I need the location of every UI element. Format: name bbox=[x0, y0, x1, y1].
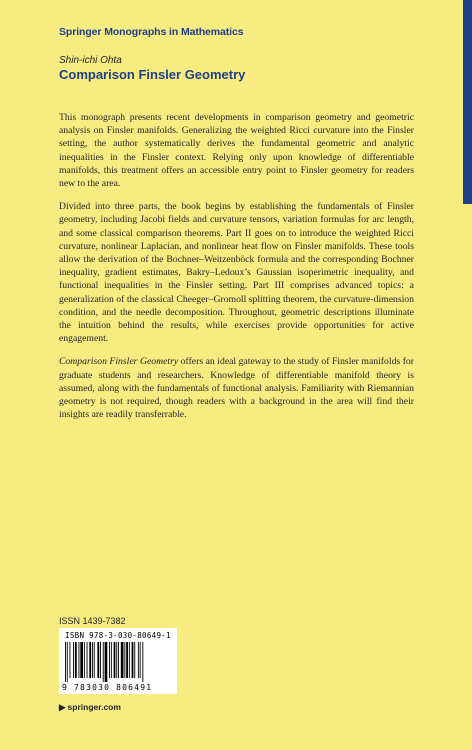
blurb-paragraph-3 bbox=[59, 355, 414, 421]
book-title: Comparison Finsler Geometry bbox=[59, 67, 246, 82]
barcode-box bbox=[59, 628, 177, 694]
blurb-paragraph-3-text: offers an ideal gateway to the study of Finsler manifolds for graduate students and researchers. Knowledge of differentiable manifold theory is assumed, along with the fundamentals of functional analysis. Familiarity with Riemannian geometry is not required, though readers with a background in the area will find their insights are readily transferrable. bbox=[59, 356, 415, 421]
barcode-icon bbox=[65, 642, 171, 682]
blurb-paragraph-1: This monograph presents recent developments in comparison geometry and geometric analysis on Finsler manifolds. Generalizing the weighted Ricci curvature into the Finsler setting, the author systematically derives the fundamental geometric and analytic inequalities in the Finsler context. Relying only upon knowledge of differentiable manifolds, this treatment offers an accessible entry point to Finsler geometry for readers new to the area. bbox=[59, 112, 414, 190]
arrow-right-icon: ▶ bbox=[59, 702, 66, 712]
isbn-number: ISBN 978-3-030-80649-1 bbox=[65, 631, 171, 640]
author-name: Shin-ichi Ohta bbox=[59, 55, 122, 66]
publisher-url: springer.com bbox=[67, 702, 121, 712]
issn-number: ISSN 1439-7382 bbox=[59, 616, 126, 626]
publisher-link[interactable] bbox=[59, 702, 121, 713]
series-name: Springer Monographs in Mathematics bbox=[59, 26, 244, 38]
blurb-title-italic: Comparison Finsler Geometry bbox=[59, 356, 179, 368]
blurb-paragraph-2: Divided into three parts, the book begins by establishing the fundamentals of Finsler geometry, including Jacobi fields and curvature tensors, variation formulas for arc length, and some classical comparison theorems. Part II goes on to introduce the weighted Ricci curvature, nonlinear Laplacian, and nonlinear heat flow on Finsler manifolds. These tools allow the derivation of the Bochner–Weitzenböck formula and the corresponding Bochner inequality, gradient estimates, Bakry–Ledoux’s Gaussian isoperimetric inequality, and functional inequalities in the Finsler setting. Part III comprises advanced topics: a generalization of the classical Cheeger–Gromoll splitting theorem, the curvature-dimension condition, and the needle decomposition. Throughout, geometric descriptions illuminate the intuition behind the results, while exercises provide opportunities for active engagement. bbox=[59, 201, 414, 345]
spine-edge-strip bbox=[463, 0, 472, 204]
ean-number: 9 783030 806491 bbox=[62, 683, 153, 692]
back-cover-blurb bbox=[59, 111, 414, 431]
